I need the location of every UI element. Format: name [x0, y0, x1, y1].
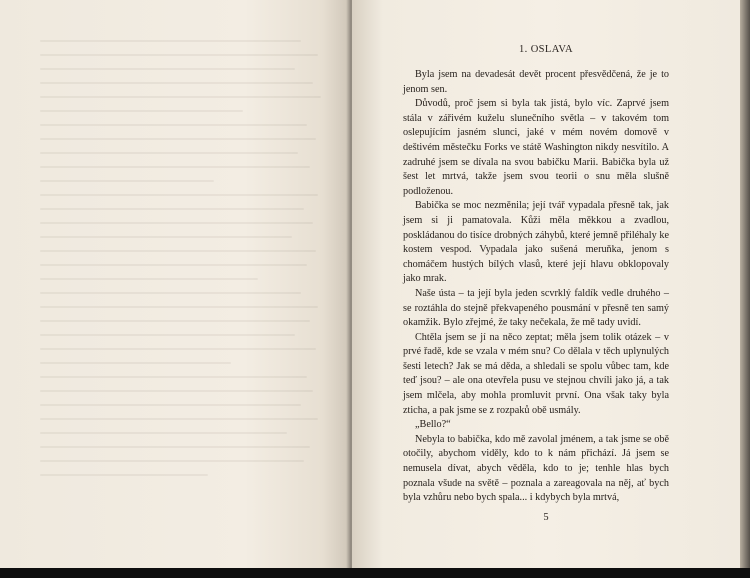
- left-page: [0, 0, 350, 568]
- chapter-title: 1. OSLAVA: [519, 44, 573, 55]
- paragraph: Babička se moc nezměnila; její tvář vypadala přesně tak, jak jsem si ji pamatovala. Kůži měla měkkou a zvadlou, poskládanou do tisíce drobných záhybů, které jemně přiléhaly ke kostem vespod. Vypadala jako sušená meruňka, jenom s chomáčem hustých bílých vlasů, které její hlavu obklopovaly jako mrak.: [403, 200, 669, 285]
- paragraph: Nebyla to babička, kdo mě zavolal jménem, a tak jsme se obě otočily, abychom viděly, kdo to k nám přichází. Já jsem se nemusela dívat, abych věděla, kdo to je; tenhle hlas bych poznala všude na světě – poznala a zareagovala na něj, ať bych byla vzhůru nebo bych spala... i kdybych byla mrtvá,: [403, 433, 669, 504]
- body-text: [403, 68, 669, 506]
- background-edge: [0, 568, 750, 578]
- paragraph: Chtěla jsem se jí na něco zeptat; měla jsem tolik otázek – v prvé řadě, kde se vzala v mém snu? Co dělala v těch uplynulých šesti letech? Jak se má děda, a shledali se spolu vůbec tam, kde teď jsou? – ale ona otevřela pusu ve stejnou chvíli jako já, a tak jsem mlčela, aby mohla promluvit první. Ona však taky byla zticha, a pak jsme se z rozpaků obě usmály.: [403, 331, 669, 416]
- paragraph: Důvodů, proč jsem si byla tak jistá, bylo víc. Zaprvé jsem stála v zářivém kuželu slunečního světla – v takovém tom oslepujícím jasném slunci, jaké v mém novém domově v deštivém městečku Forks ve státě Washington nikdy nesvítilo. A zadruhé jsem se dívala na svou babičku Marii. Babička byla už šest let mrtvá, takže jsem svou teorii o snu měla slušně podloženou.: [403, 98, 669, 197]
- page-number: 5: [543, 512, 549, 523]
- paragraph: „Bello?“: [415, 419, 451, 431]
- page-edge: [740, 0, 750, 568]
- paragraph: Byla jsem na devadesát devět procent přesvědčená, že je to jenom sen.: [403, 69, 669, 95]
- show-through-text: [40, 40, 330, 520]
- paragraph: Naše ústa – ta její byla jeden scvrklý faldík vedle druhého – se roztáhla do stejně překvapeného pousmání v přesně ten samý okamžik. Bylo zřejmé, že taky nečekala, že mě tady uvidí.: [403, 287, 669, 329]
